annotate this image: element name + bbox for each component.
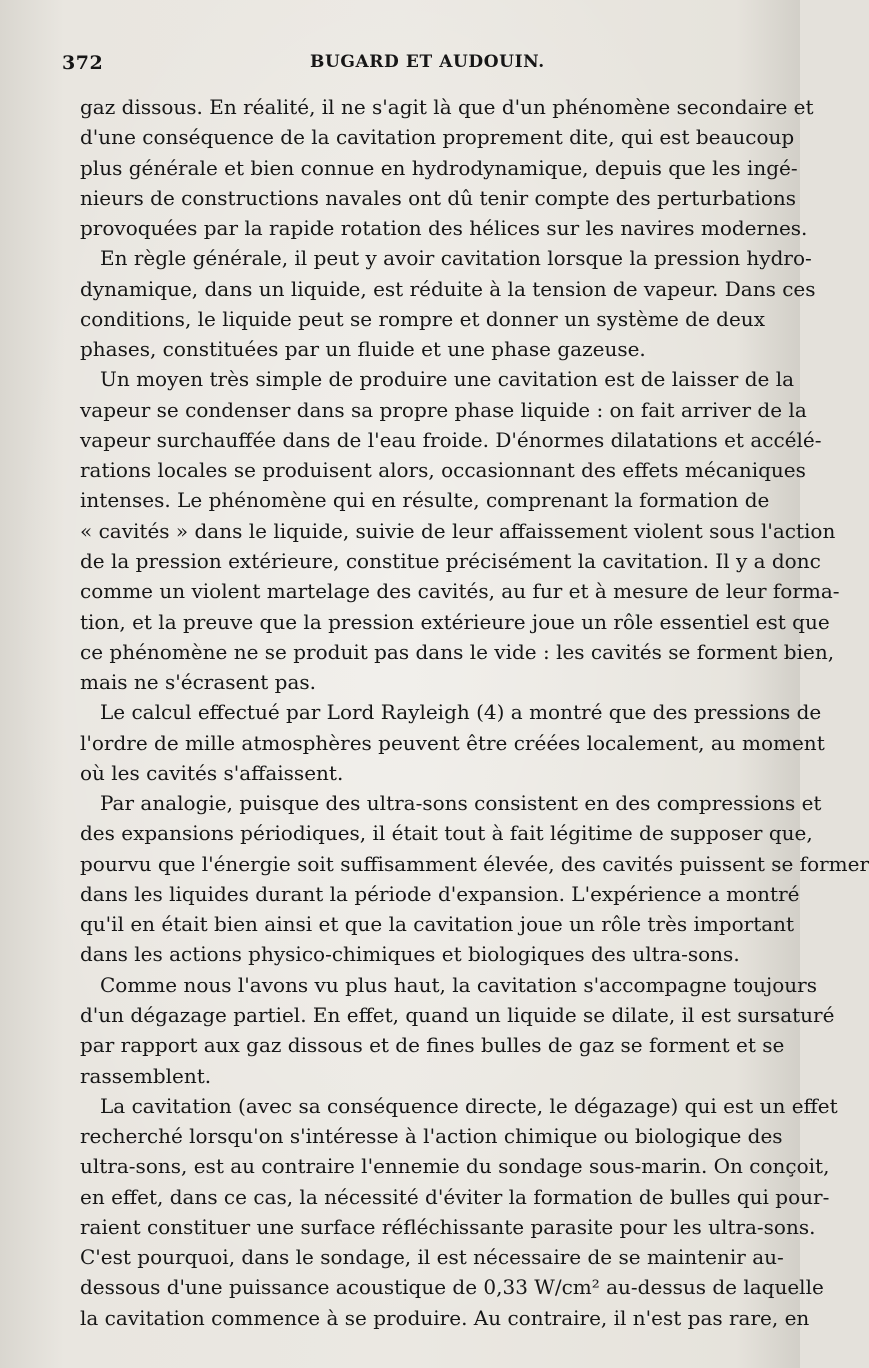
text-line: en effet, dans ce cas, la nécessité d'éviter la formation de bulles qui pour- — [80, 1184, 830, 1209]
text-line: vapeur surchauffée dans de l'eau froide. D'énormes dilatations et accélé- — [80, 427, 822, 452]
text-line: qu'il en était bien ainsi et que la cavitation joue un rôle très important — [80, 912, 795, 937]
text-line: vapeur se condenser dans sa propre phase liquide : on fait arriver de la — [80, 397, 807, 422]
text-line: La cavitation (avec sa conséquence directe, le dégazage) qui est un effet — [100, 1093, 838, 1118]
text-line: d'un dégazage partiel. En effet, quand un liquide se dilate, il est sursaturé — [80, 1002, 835, 1027]
text-line: l'ordre de mille atmosphères peuvent être créées localement, au moment — [80, 730, 825, 755]
text-line: Le calcul effectué par Lord Rayleigh (4) a montré que des pressions de — [100, 700, 822, 725]
text-line: de la pression extérieure, constitue précisément la cavitation. Il y a donc — [80, 548, 821, 573]
text-line: comme un violent martelage des cavités, au fur et à mesure de leur forma- — [80, 579, 840, 604]
text-line: tion, et la preuve que la pression extérieure joue un rôle essentiel est que — [80, 609, 830, 634]
text-line: où les cavités s'affaissent. — [80, 760, 344, 785]
text-line: des expansions périodiques, il était tout à fait légitime de supposer que, — [80, 821, 813, 846]
text-line: dans les liquides durant la période d'expansion. L'expérience a montré — [80, 881, 800, 906]
running-title: BUGARD ET AUDOUIN. — [310, 52, 545, 72]
text-line: dessous d'une puissance acoustique de 0,33 W/cm² au-dessus de laquelle — [80, 1275, 824, 1300]
text-line: la cavitation commence à se produire. Au contraire, il n'est pas rare, en — [80, 1305, 810, 1330]
text-line: ce phénomène ne se produit pas dans le vide : les cavités se forment bien, — [80, 639, 835, 664]
text-line: gaz dissous. En réalité, il ne s'agit là que d'un phénomène secondaire et — [80, 95, 814, 119]
text-line: dans les actions physico-chimiques et biologiques des ultra-sons. — [80, 942, 740, 967]
body-text — [80, 92, 869, 1333]
text-line: Un moyen très simple de produire une cavitation est de laisser de la — [100, 367, 795, 392]
text-line: ultra-sons, est au contraire l'ennemie du sondage sous-marin. On conçoit, — [80, 1154, 830, 1179]
text-line: « cavités » dans le liquide, suivie de leur affaissement violent sous l'action — [80, 518, 836, 543]
text-line: Par analogie, puisque des ultra-sons consistent en des compressions et — [100, 791, 822, 816]
text-line: mais ne s'écrasent pas. — [80, 670, 316, 695]
text-line: rations locales se produisent alors, occasionnant des effets mécaniques — [80, 458, 806, 483]
text-line: plus générale et bien connue en hydrodynamique, depuis que les ingé- — [80, 155, 798, 180]
text-line: dynamique, dans un liquide, est réduite à la tension de vapeur. Dans ces — [80, 276, 816, 301]
page-header — [60, 52, 760, 82]
text-line: phases, constituées par un fluide et une phase gazeuse. — [80, 337, 646, 362]
text-line: provoquées par la rapide rotation des hélices sur les navires modernes. — [80, 216, 808, 241]
text-line: nieurs de constructions navales ont dû tenir compte des perturbations — [80, 185, 797, 210]
text-line: d'une conséquence de la cavitation proprement dite, qui est beaucoup — [80, 125, 795, 150]
text-line: conditions, le liquide peut se rompre et donner un système de deux — [80, 306, 765, 331]
text-line: intenses. Le phénomène qui en résulte, comprenant la formation de — [80, 488, 770, 513]
text-line: C'est pourquoi, dans le sondage, il est nécessaire de se maintenir au- — [80, 1245, 784, 1270]
text-line: par rapport aux gaz dissous et de fines bulles de gaz se forment et se — [80, 1033, 785, 1058]
text-line: Comme nous l'avons vu plus haut, la cavitation s'accompagne toujours — [100, 972, 818, 997]
text-line: pourvu que l'énergie soit suffisamment élevée, des cavités puissent se former — [80, 851, 869, 876]
text-line: raient constituer une surface réfléchissante parasite pour les ultra-sons. — [80, 1214, 816, 1239]
text-line: recherché lorsqu'on s'intéresse à l'action chimique ou biologique des — [80, 1124, 783, 1149]
text-line: rassemblent. — [80, 1063, 212, 1088]
text-line: En règle générale, il peut y avoir cavitation lorsque la pression hydro- — [100, 246, 812, 271]
page-number: 372 — [62, 52, 104, 74]
